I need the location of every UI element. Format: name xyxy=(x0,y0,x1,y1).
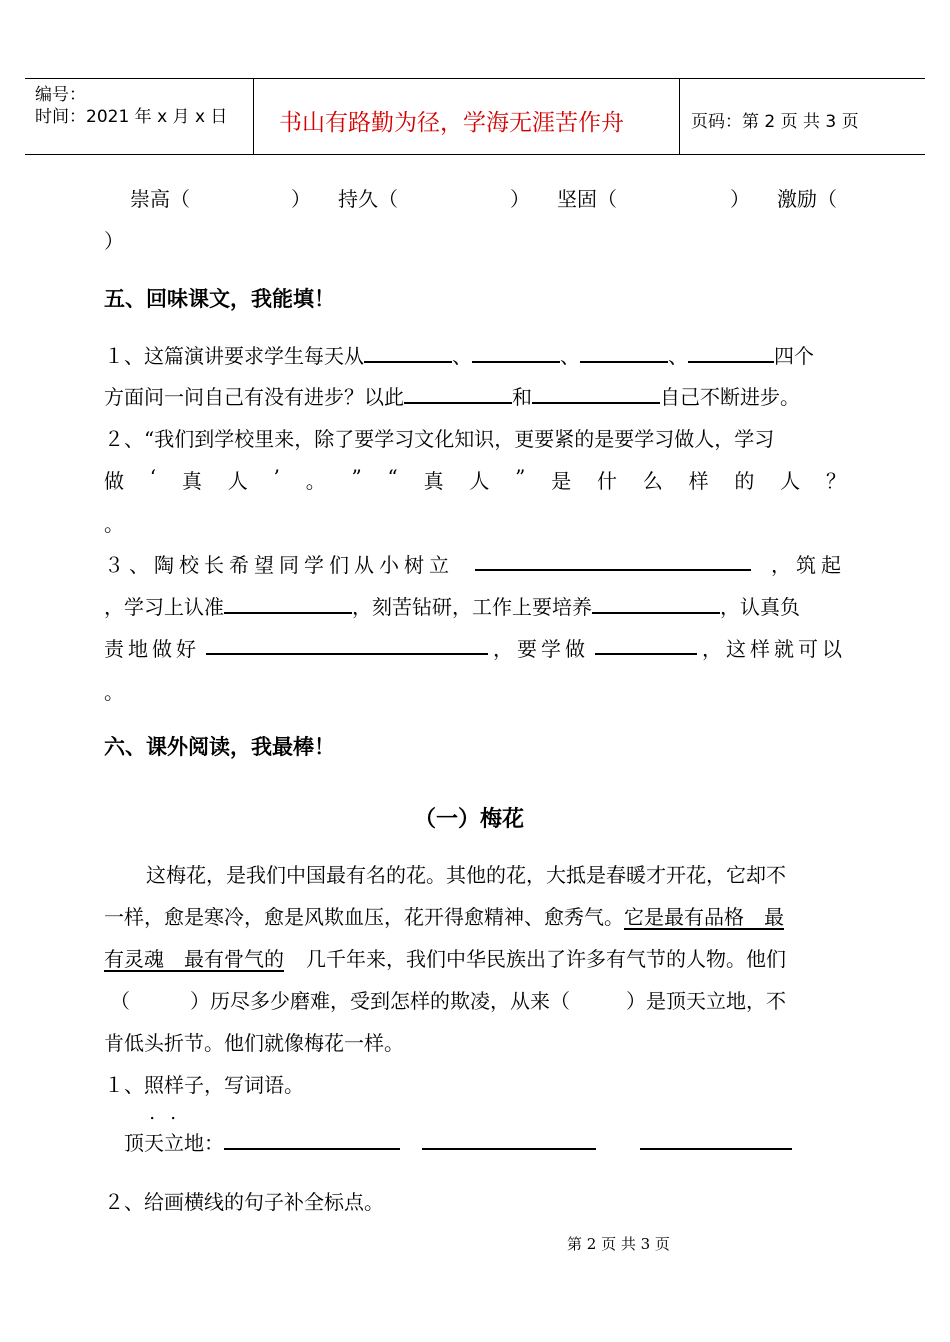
q2-char: 什 xyxy=(596,469,617,493)
doc-number-label: 编号： xyxy=(35,85,86,105)
q2-char: ？ xyxy=(825,469,846,493)
q2-char: 样 xyxy=(688,469,709,493)
q2-char: 真 xyxy=(181,469,202,493)
passage-line1: 这梅花，是我们中国最有名的花。其他的花，大抵是春暖才开花，它却不 xyxy=(146,863,786,887)
q2-char: 人 xyxy=(469,469,490,493)
passage-line2 xyxy=(104,901,784,930)
section6-title: 六、课外阅读，我最棒！ xyxy=(104,735,335,759)
q2-char: 人 xyxy=(780,469,801,493)
q2-char: 做 xyxy=(104,469,124,493)
header-divider-left xyxy=(253,78,254,155)
q1-line2-c: 自己不断进步。 xyxy=(660,385,800,409)
word-chonggao-close: ） xyxy=(291,187,311,211)
q2-char: ” xyxy=(515,465,526,489)
passage-line5: 肯低头折节。他们就像梅花一样。 xyxy=(104,1031,404,1055)
q2-line1: ２、“我们到学校里来，除了要学习文化知识，更要紧的是要学习做人，学习 xyxy=(104,427,775,451)
q3-line2 xyxy=(104,591,800,620)
q1-blank-1[interactable] xyxy=(364,341,452,363)
doc-time-label: 时间：2021 年 x 月 x 日 xyxy=(35,107,228,127)
q2-char: 的 xyxy=(734,469,755,493)
passage-line4-b: ）历尽多少磨难，受到怎样的欺凌，从来（ xyxy=(190,989,570,1013)
q3-line2-b: ，刻苦钻研，工作上要培养 xyxy=(352,595,592,619)
underlined-sentence-part2: 有灵魂 最有骨气的 xyxy=(104,947,284,971)
underlined-sentence-part1: 它是最有品格 最 xyxy=(624,905,784,929)
q3-line3-a: 责地做好 xyxy=(104,637,200,661)
q3-blank-4[interactable] xyxy=(206,633,488,655)
q3-line3 xyxy=(104,633,846,662)
q3-line4: 。 xyxy=(104,680,124,704)
word-blank-2[interactable] xyxy=(422,1128,596,1150)
q3-blank-1[interactable] xyxy=(475,549,751,571)
header-bottom-rule xyxy=(25,154,925,155)
q1-blank-2[interactable] xyxy=(472,341,560,363)
q2-char: 。 xyxy=(305,469,326,493)
q3-blank-3[interactable] xyxy=(592,592,720,614)
header-top-rule xyxy=(25,78,925,79)
word-jiangu: 坚固（ xyxy=(557,187,617,211)
q3-line3-c: ，这样就可以 xyxy=(702,637,846,661)
word-chijiu-close: ） xyxy=(510,187,530,211)
q2-line3: 。 xyxy=(104,512,124,536)
q1-sep-2: 、 xyxy=(560,344,580,368)
q1-blank-3[interactable] xyxy=(580,341,668,363)
q3-blank-2[interactable] xyxy=(224,592,352,614)
page-footer: 第 2 页 共 3 页 xyxy=(567,1235,670,1253)
word-blank-1[interactable] xyxy=(224,1128,400,1150)
q1-sep-1: 、 xyxy=(452,344,472,368)
reading-q2-title: ２、给画横线的句子补全标点。 xyxy=(104,1190,384,1214)
word-chijiu: 持久（ xyxy=(338,187,398,211)
q2-line2 xyxy=(104,465,846,494)
q1-blank-4[interactable] xyxy=(688,341,774,363)
q3-line1 xyxy=(104,549,846,578)
reading-q1-title: １、照样子，写词语。 xyxy=(104,1073,304,1097)
example-word: 顶天立地： xyxy=(124,1131,224,1155)
q1-sep-3: 、 xyxy=(668,344,688,368)
passage-line4-a: （ xyxy=(110,989,130,1013)
emphasis-dots: ． ． xyxy=(150,1107,185,1123)
q1-blank-6[interactable] xyxy=(532,382,660,404)
q2-char: 么 xyxy=(642,469,663,493)
q3-line2-a: ，学习上认准 xyxy=(104,595,224,619)
passage-line4-c: ）是顶天立地，不 xyxy=(626,989,786,1013)
q2-char: ” xyxy=(351,465,362,489)
q2-char: 真 xyxy=(423,469,444,493)
passage-title: （一）梅花 xyxy=(414,807,525,832)
q2-char: 是 xyxy=(551,469,572,493)
q2-char: “ xyxy=(387,465,398,489)
passage-line3-b: 几千年来，我们中华民族出了许多有气节的人物。他们 xyxy=(306,947,786,971)
q3-line1-a: ３、陶校长希望同学们从小树立 xyxy=(104,553,454,577)
q2-char: ’ xyxy=(273,465,280,489)
word-jili-close: ） xyxy=(104,229,124,253)
q3-line1-b: ，筑起 xyxy=(771,553,846,577)
q2-char: 人 xyxy=(227,469,248,493)
word-jiangu-close: ） xyxy=(730,187,750,211)
q3-blank-5[interactable] xyxy=(595,633,697,655)
q1-text-end: 四个 xyxy=(774,344,814,368)
header-motto: 书山有路勤为径，学海无涯苦作舟 xyxy=(279,110,624,136)
q1-line1 xyxy=(104,340,814,369)
word-chonggao: 崇高（ xyxy=(130,187,190,211)
q1-line2-a: 方面问一问自己有没有进步？以此 xyxy=(104,385,404,409)
q1-line2 xyxy=(104,381,800,410)
reading-q1-example xyxy=(124,1127,792,1156)
q3-line3-b: ，要学做 xyxy=(493,637,589,661)
header-divider-right xyxy=(679,78,680,155)
section5-title: 五、回味课文，我能填！ xyxy=(104,287,335,311)
q2-char: ‘ xyxy=(149,465,157,489)
passage-line4 xyxy=(110,985,786,1014)
q1-text-a: １、这篇演讲要求学生每天从 xyxy=(104,344,364,368)
word-jili: 激励（ xyxy=(777,187,837,211)
q1-line2-b: 和 xyxy=(512,385,532,409)
passage-line3 xyxy=(104,943,786,972)
header-page-info: 页码：第 2 页 共 3 页 xyxy=(691,112,859,132)
q1-blank-5[interactable] xyxy=(404,382,512,404)
q3-line2-c: ，认真负 xyxy=(720,595,800,619)
word-blank-3[interactable] xyxy=(640,1128,792,1150)
passage-line2-a: 一样，愈是寒冷，愈是风欺血压，花开得愈精神、愈秀气。 xyxy=(104,905,624,929)
